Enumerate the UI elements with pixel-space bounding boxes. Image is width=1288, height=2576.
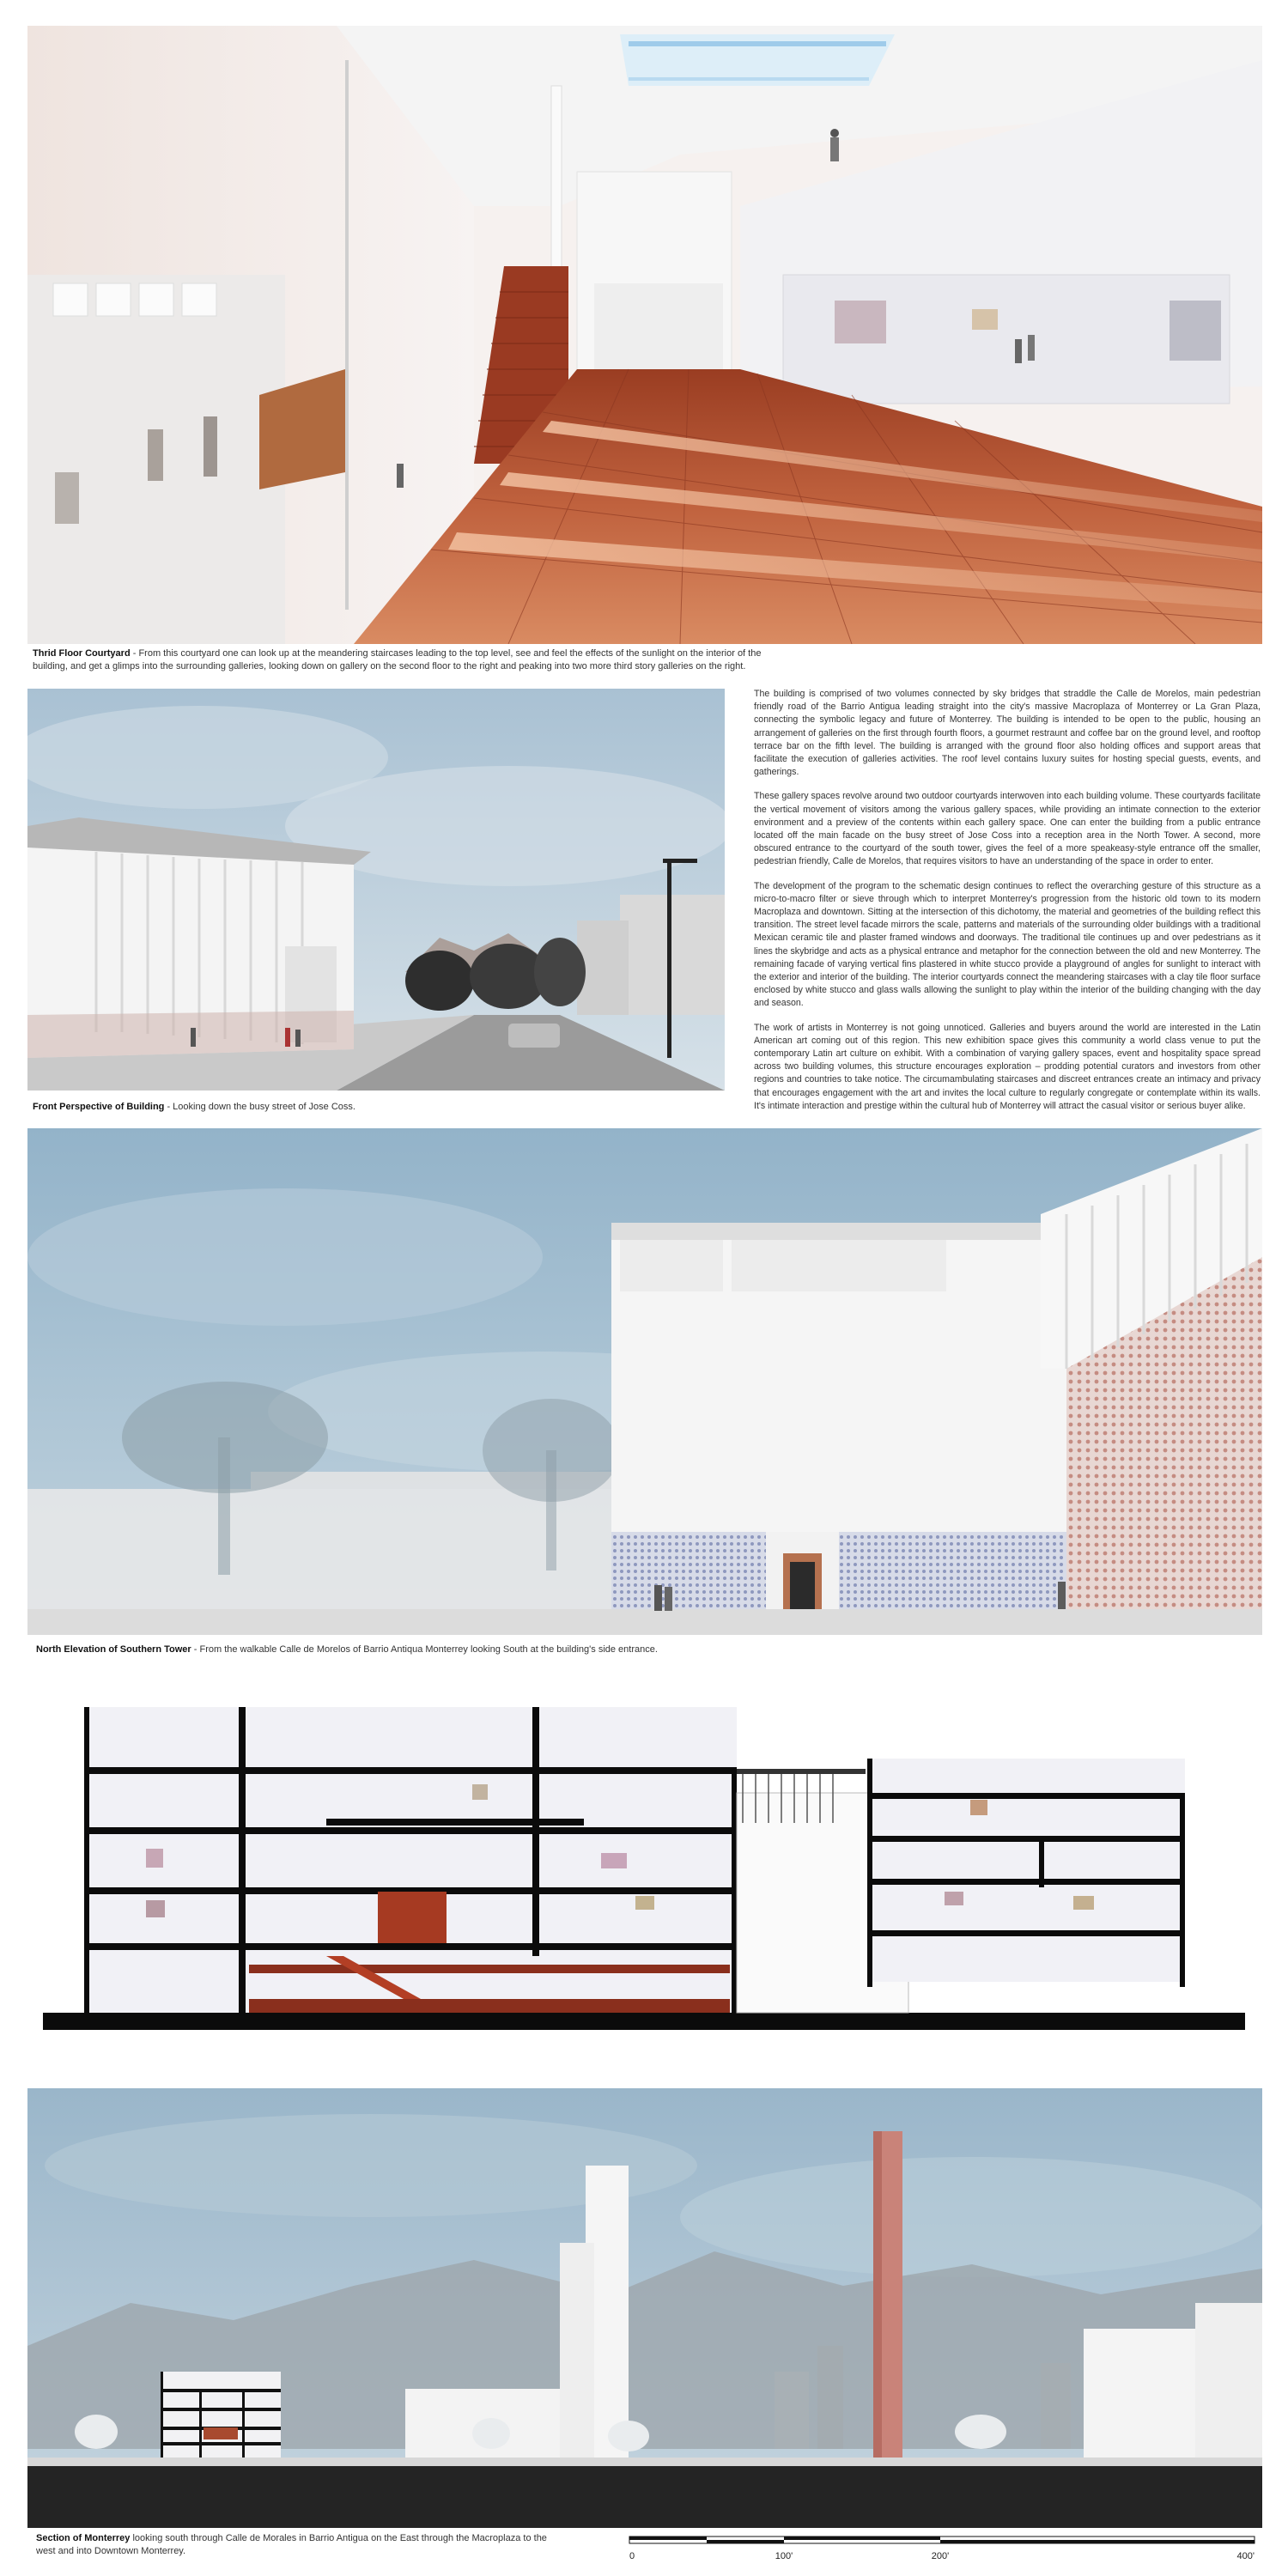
- description-paragraph: The development of the program to the schematic design continues to reflect the overarching gesture of this structure as a micro-to-macro filter or sieve through which to interpret Monterrey's progression from the historic old town to its modern Macroplaza and downtown. Sitting at the intersection of this dichotomy, the material and geometries of the building reflect this transition. The street level facade mirrors the scale, patterns and materials of the surrounding older buildings with a traditional Mexican ceramic tile and plaster framed windows and doorways. The traditional tile continues up and over pedestrians as it lines the skybridge and acts as a physical entrance and metaphor for the connection between the old and new Monterrey. The remaining facade of varying vertical fins plastered in white stucco provide a playground of angles for sunlight to interact with the exterior and interior of the building. The interior courtyards connect the meandering staircases with a clay tile floor surface enclosed by white stucco and glass walls allowing the sunlight to play within the interior of the building changing with the day and season.: [754, 880, 1261, 1009]
- city-section-rendering: [27, 2088, 1262, 2528]
- front-perspective-caption: [33, 1101, 720, 1114]
- front-perspective-rendering: [27, 689, 725, 1091]
- description-paragraph: The building is comprised of two volumes connected by sky bridges that straddle the Calle de Morelos, main pedestrian friendly road of the Barrio Antigua leading straight into the city's massive Macroplaza of Monterrey or La Gran Plaza, connecting the symbolic legacy and future of Monterrey. The building is intended to be open to the public, housing an arrangement of galleries on the first through fourth floors, a gourmet restraunt and coffee bar on the ground level, and rooftop terrace bar on the fifth level. The building is arranged with the ground floor also holding offices and support areas that facilitate the execution of galleries activities. The roof level contains luxury suites for hosting special guests, events, and gatherings.: [754, 689, 1261, 778]
- front-perspective-caption-title: Front Perspective of Building: [33, 1102, 165, 1112]
- courtyard-caption: [33, 647, 771, 673]
- scale-bar-svg: [627, 2531, 1262, 2566]
- scale-bar: [627, 2531, 1262, 2566]
- city-section-caption-title: Section of Monterrey: [36, 2533, 131, 2543]
- project-description: [754, 688, 1261, 1124]
- courtyard-rendering: [27, 26, 1262, 644]
- north-elevation-svg: [27, 1128, 1262, 1635]
- building-section-svg: [43, 1707, 1245, 2033]
- scale-label-0: 0: [629, 2551, 635, 2561]
- north-elevation-caption-text: - From the walkable Calle de Morelos of Barrio Antiqua Monterrey looking South at the building's side entrance.: [191, 1644, 658, 1655]
- north-elevation-rendering: [27, 1128, 1262, 1635]
- description-paragraph: The work of artists in Monterrey is not going unnoticed. Galleries and buyers around the world are interested in the Latin American art coming out of this region. This new exhibition space gives this community a world class venue to put the contemporary Latin art culture on exhibit. With a combination of varying gallery spaces, event and hospitality space spread across two building volumes, this structure encourages exploration – prodding potential curators and investors from other regions and countries to take notice. The circumambulating staircases and discreet entrances create an intimacy and privacy that encourages engagement with the art and invites the local culture to regularly congregate or contemplate within its walls. It's intimate interaction and prestige within the cultural hub of Monterrey will attract the casual visitor or serious buyer alike.: [754, 1022, 1261, 1111]
- front-perspective-caption-text: - Looking down the busy street of Jose Coss.: [164, 1102, 355, 1112]
- building-section-drawing: [43, 1707, 1245, 2033]
- city-section-svg: [27, 2088, 1262, 2528]
- scale-label-200: 200': [931, 2551, 950, 2561]
- courtyard-rendering-svg: [27, 26, 1262, 644]
- scale-label-100: 100': [775, 2551, 793, 2561]
- courtyard-caption-title: Thrid Floor Courtyard: [33, 648, 131, 659]
- description-paragraph: These gallery spaces revolve around two outdoor courtyards interwoven into each building volume. These courtyards facilitate the vertical movement of visitors among the various gallery spaces, while providing an intimate connection to the exterior environment and a preview of the contents within each gallery space. One can enter the building from a public entrance located off the main facade on the busy street of Jose Coss into a reception area in the North Tower. A second, more obscured entrance to the courtyard of the south tower, gives the feel of a more speakeasy-style entrance off the smaller, pedestrian friendly, Calle de Morelos, that requires visitors to have an understanding of the space in order to enter.: [754, 791, 1261, 867]
- city-section-caption-text: looking south through Calle de Morales in Barrio Antigua on the East through the Macroplaza to the west and into Downtown Monterrey.: [36, 2533, 547, 2556]
- front-perspective-svg: [27, 689, 725, 1091]
- scale-label-400: 400': [1236, 2551, 1255, 2561]
- north-elevation-caption: [36, 1643, 895, 1656]
- courtyard-caption-text: - From this courtyard one can look up at the meandering staircases leading to the top level, see and feel the effects of the sunlight on the interior of the building, and get a glimps into the surrounding galleries, looking down on gallery on the second floor to the right and peaking into two more third story galleries on the right.: [33, 648, 762, 671]
- city-section-caption: [36, 2532, 568, 2558]
- north-elevation-caption-title: North Elevation of Southern Tower: [36, 1644, 191, 1655]
